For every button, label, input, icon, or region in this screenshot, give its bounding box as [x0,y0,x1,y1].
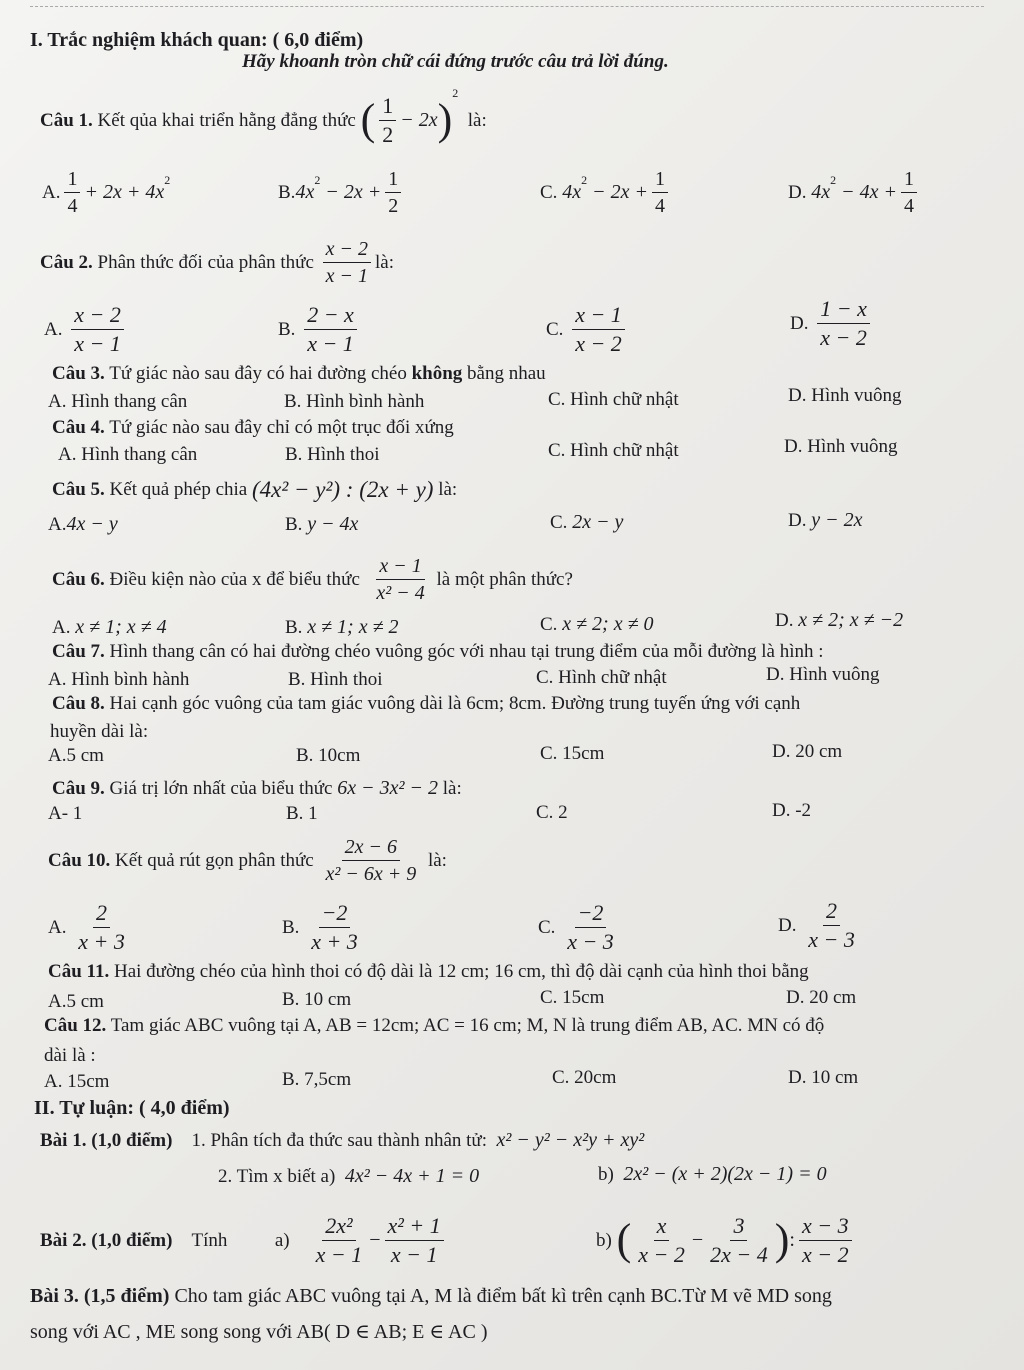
q12-option-b[interactable]: B. 7,5cm [282,1069,352,1090]
q10-suffix: là: [427,849,447,871]
q1-option-d[interactable]: D. 4x 2 − 4x + $\frac{1}{4}$ [788,160,921,224]
q8-option-d[interactable]: D. 20 cm [772,741,843,762]
q6-expr-fraction: $\frac{x - 1}{\text{x² − 4}}$ [376,554,425,604]
q1-label: Câu 1. [40,109,93,131]
question-11 [48,962,809,981]
q1-expr-tail: − 2x [400,109,438,131]
q11-label: Câu 11. [48,961,110,982]
q7-option-b[interactable]: B. Hình thoi [288,669,383,690]
q1-option-b[interactable]: B. 4x 2 − 2x + $\frac{1}{2}$ [278,160,405,224]
question-5 [52,478,457,501]
bai1-part2-text: 2. Tìm x biết a) [218,1166,336,1187]
question-4 [52,418,454,437]
bai3-text-line2: song với AC , ME song song với AB( D ∈ AB; E ∈ AC ) [30,1321,488,1343]
q3-text-end: bằng nhau [467,363,546,384]
q5-option-d[interactable]: D. y − 2x [788,509,863,531]
q2-suffix: là: [375,251,395,273]
section2-title: II. Tự luận: ( 4,0 điểm) [34,1097,230,1119]
bai1-part2-b-label: b) [598,1164,614,1185]
q7-option-c[interactable]: C. Hình chữ nhật [536,667,667,688]
bai3-label: Bài 3. (1,5 điểm) [30,1285,170,1307]
q4-option-c[interactable]: C. Hình chữ nhật [548,440,679,461]
q3-option-b[interactable]: B. Hình bình hành [284,391,425,412]
bai2-a-label: a) [274,1229,290,1251]
bai2-label: Bài 2. (1,0 điểm) [40,1229,173,1251]
bai1-label: Bài 1. (1,0 điểm) [40,1130,173,1151]
q1-c-fraction: $\frac{1}{4}$ [652,169,668,216]
q4-option-a[interactable]: A. Hình thang cân [58,444,198,465]
bai1-part2-a-expr: 4x² − 4x + 1 = 0 [344,1165,480,1187]
section1-title: I. Trắc nghiệm khách quan: ( 6,0 điểm) [30,29,364,51]
q5-option-c[interactable]: C. 2x − y [550,511,624,533]
question-6 [52,550,573,608]
q9-label: Câu 9. [52,778,105,799]
q10-label: Câu 10. [48,849,111,871]
question-10 [48,830,447,890]
q9-option-c[interactable]: C. 2 [536,802,568,823]
q8-option-a[interactable]: A.5 cm [48,745,104,766]
q3-label: Câu 3. [52,363,105,384]
q3-text-bold: không [411,363,463,384]
q3-option-a[interactable]: A. Hình thang cân [48,391,188,412]
q5-text: Kết quả phép chia [109,479,248,500]
q6-label: Câu 6. [52,568,105,590]
q9-option-d[interactable]: D. -2 [772,800,812,821]
bai1-part1-expr: x² − y² − x²y + xy² [496,1129,645,1151]
bai2-b: b) ( $\frac{x}{x - 2}$ − $\frac{3}{2x - 4}$ ) : $\frac{x - 3}{x - 2}$ [596,1206,856,1274]
q7-option-a[interactable]: A. Hình bình hành [48,669,190,690]
q6-text: Điều kiện nào của x để biểu thức [109,568,360,590]
q2-text: Phân thức đối của phân thức [97,251,314,273]
q1-text: Kết qủa khai triển hằng đẳng thức [97,109,356,131]
q5-expr: (4x² − y²) : (2x + y) [252,477,434,502]
q11-text: Hai đường chéo của hình thoi có độ dài là 12 cm; 16 cm, thì độ dài cạnh của hình thoi bằng [114,961,809,982]
q1-option-c[interactable]: C. 4x 2 − 2x + $\frac{1}{4}$ [540,160,672,224]
question-3 [52,364,546,383]
q1-b-fraction: $\frac{1}{2}$ [385,169,401,216]
question-12 [44,1016,824,1035]
q1-expr-fraction: $\frac{1}{2}$ [379,95,396,146]
q2-option-b[interactable]: B. $\frac{2 - x}{x - 1}$ [278,298,361,360]
bai1-part2-b [598,1164,827,1184]
q11-option-d[interactable]: D. 20 cm [786,987,857,1008]
q9-option-b[interactable]: B. 1 [286,803,318,824]
q10-expr-fraction: $\frac{2x - 6}{\text{x² − 6x + 9}}$ [325,835,417,885]
q7-option-d[interactable]: D. Hình vuông [766,664,880,685]
q3-option-d[interactable]: D. Hình vuông [788,385,902,406]
q12-text: Tam giác ABC vuông tại A, AB = 12cm; AC = 16 cm; M, N là trung điểm AB, AC. MN có độ [110,1015,825,1036]
bai1-part1-text: 1. Phân tích đa thức sau thành nhân tử: [191,1130,487,1151]
q9-suffix: là: [442,778,462,799]
q1-expr-exp: 2 [452,86,459,100]
q2-option-c[interactable]: C. $\frac{x - 1}{x - 2}$ [546,298,629,360]
bai3 [30,1286,832,1306]
q5-label: Câu 5. [52,479,105,500]
q2-label: Câu 2. [40,251,93,273]
q2-option-a[interactable]: A. $\frac{x - 2}{x - 1}$ [44,298,128,360]
q6-option-c[interactable]: C. x ≠ 2; x ≠ 0 [540,613,654,635]
question-9 [52,778,462,798]
q7-text: Hình thang cân có hai đường chéo vuông góc với nhau tại trung điểm của mỗi đường là hình : [109,641,824,662]
q11-option-c[interactable]: C. 15cm [540,987,605,1008]
q2-expr-fraction: $\frac{x - 2}{x - 1}$ [323,239,371,286]
q11-option-a[interactable]: A.5 cm [48,991,104,1012]
q8-text: Hai cạnh góc vuông của tam giác vuông dài là 6cm; 8cm. Đường trung tuyến ứng với cạnh [109,693,801,714]
q4-option-b[interactable]: B. Hình thoi [285,444,380,465]
q1-option-a[interactable]: A. $\frac{1}{4}$ + 2x + 4x 2 [42,167,171,217]
q12-option-c[interactable]: C. 20cm [552,1067,617,1088]
question-8 [52,694,800,713]
question-7 [52,642,824,661]
top-fold-line [30,6,984,7]
q8-label: Câu 8. [52,693,105,714]
q9-expr: 6x − 3x² − 2 [337,777,438,799]
q5-suffix: là: [438,479,458,500]
q6-option-a[interactable]: A. x ≠ 1; x ≠ 4 [52,616,167,638]
bai2-action: Tính [191,1229,228,1251]
q8-text-line2: huyền dài là: [50,721,149,742]
bai1-part2-b-expr: 2x² − (x + 2)(2x − 1) = 0 [623,1163,827,1185]
bai1-part1 [40,1130,644,1150]
section1-instruction: Hãy khoanh tròn chữ cái đứng trước câu trả lời đúng. [242,51,669,72]
q6-suffix: là một phân thức? [436,568,573,590]
q7-label: Câu 7. [52,641,105,662]
q12-option-d[interactable]: D. 10 cm [788,1067,859,1088]
q4-option-d[interactable]: D. Hình vuông [784,436,898,457]
q8-option-b[interactable]: B. 10cm [296,745,361,766]
q6-option-d[interactable]: D. x ≠ 2; x ≠ −2 [775,609,904,631]
q1-a-fraction: $\frac{1}{4}$ [64,169,80,216]
q5-option-a[interactable]: A.4x − y [48,513,118,535]
q12-label: Câu 12. [44,1015,107,1036]
q12-text-line2: dài là : [44,1045,96,1066]
q8-option-c[interactable]: C. 15cm [540,743,605,764]
bai3-text: Cho tam giác ABC vuông tại A, M là điểm bất kì trên cạnh BC.Từ M vẽ MD song [174,1285,832,1307]
question-1: Câu 1. Kết qủa khai triển hằng đẳng thức ( $\frac{1}{2}$ − 2x ) 2 là: [40,86,487,147]
q10-option-a[interactable]: A. $\frac{2}{x + 3}$ [48,899,125,954]
bai2-b-label: b) [596,1229,612,1251]
bai1-part2 [218,1166,479,1186]
q6-option-b[interactable]: B. x ≠ 1; x ≠ 2 [285,616,399,638]
q10-option-d[interactable]: D. $\frac{2}{x - 3}$ [778,897,855,952]
q11-option-b[interactable]: B. 10 cm [282,989,352,1010]
q5-option-b[interactable]: B. y − 4x [285,513,359,535]
q10-option-c[interactable]: C. $\frac{-2}{x - 3}$ [538,899,614,954]
q3-text: Tứ giác nào sau đây có hai đường chéo [109,363,407,384]
q3-option-c[interactable]: C. Hình chữ nhật [548,389,679,410]
q10-option-b[interactable]: B. $\frac{-2}{x + 3}$ [282,899,358,954]
q9-text: Giá trị lớn nhất của biểu thức [109,778,333,799]
q4-label: Câu 4. [52,417,105,438]
q9-option-a[interactable]: A- 1 [48,803,83,824]
bai2-a: Bài 2. (1,0 điểm) Tính a) $\frac{\text{2x²}}{x - 1}$ − $\frac{\text{x² + 1}}{x - 1}$ [40,1206,448,1274]
q12-option-a[interactable]: A. 15cm [44,1071,110,1092]
question-2 [40,232,394,292]
q2-option-d[interactable]: D. $\frac{1 - x}{x - 2}$ [790,292,874,354]
q1-d-fraction: $\frac{1}{4}$ [901,169,917,216]
q4-text: Tứ giác nào sau đây chỉ có một trục đối xứng [109,417,454,438]
q1-suffix: là: [467,109,487,131]
q10-text: Kết quả rút gọn phân thức [115,849,314,871]
